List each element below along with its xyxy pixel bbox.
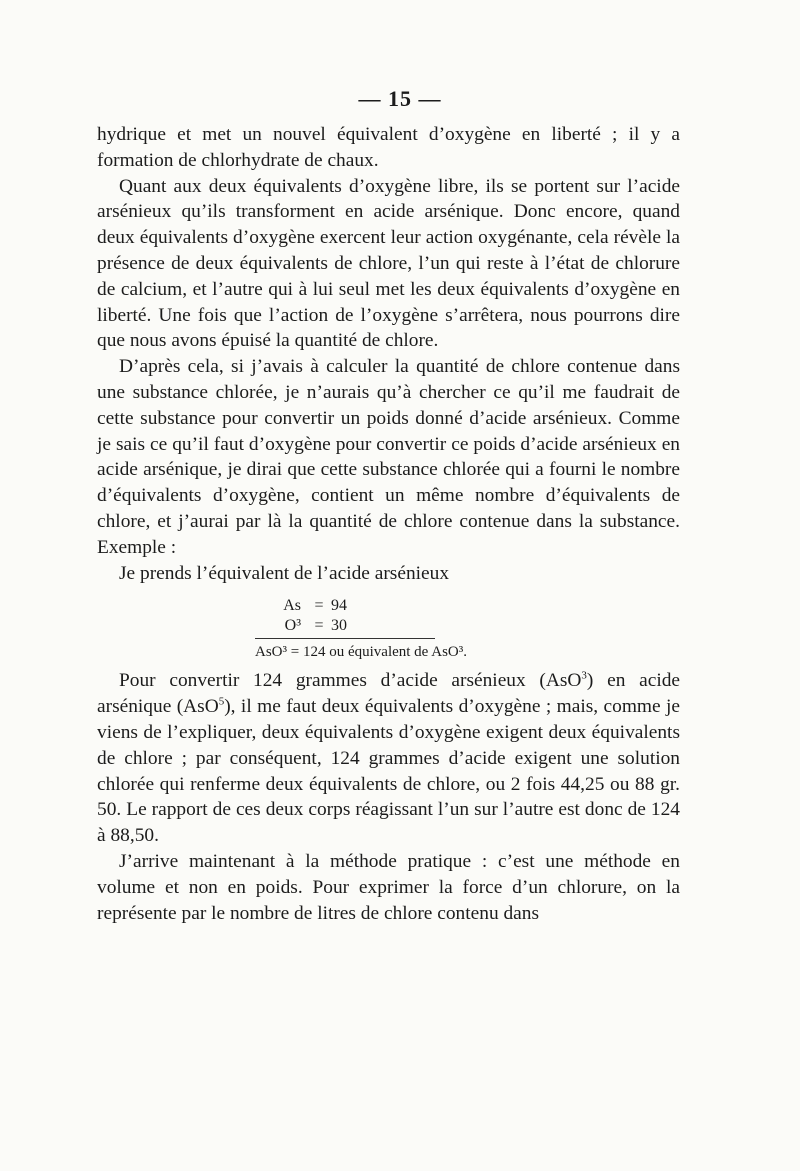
paragraph: D’après cela, si j’avais à calculer la quantité de chlore contenue dans une substance chlorée, je n’aurais qu’à chercher ce qu’il me faudrait de cette substance pour convertir un poids donné d’acide arsénieux. Comme je sais ce qu’il faut d’oxygène pour convertir ce poids d’acide arsénieux en acide arsénique, je dirai que cette substance chlorée qui a fourni le nombre d’équivalents d’oxygène, contient un même nombre d’équivalents de chlore, et j’aurai par là la quantité de chlore contenue dans la substance. Exemple : <box>97 356 680 558</box>
paragraph-text: ), il me faut deux équivalents d’oxygène ; mais, comme je viens de l’expliquer, deux équivalents d’oxygène exigent deux équivalents de chlore ; par conséquent, 124 grammes d’acide exigent une solution chlorée qui renferme deux équivalents de chlore, ou 2 fois 44,25 ou 88 gr. 50. Le rapport de ces deux corps réagissant l’un sur l’autre est donc de 124 à 88,50. <box>97 696 680 847</box>
paragraph: hydrique et met un nouvel équivalent d’oxygène en liberté ; il y a formation de chlorhydrate de chaux. <box>97 124 680 171</box>
superscript: 3 <box>581 669 587 682</box>
equivalent-formula <box>255 596 555 662</box>
paragraph <box>97 668 680 849</box>
formula-value: 94 <box>331 597 347 615</box>
formula-equals: = <box>314 617 324 635</box>
formula-symbol: O³ <box>284 617 301 635</box>
paragraph: Je prends l’équivalent de l’acide arsénieux <box>119 562 450 584</box>
formula-symbol: As <box>283 597 301 615</box>
paragraph-text: Pour convertir 124 grammes d’acide arsénieux (AsO <box>119 670 582 692</box>
page-body <box>97 122 680 926</box>
formula-equals: = <box>314 597 324 615</box>
formula-result: AsO³ = 124 ou équivalent de AsO³. <box>255 644 468 661</box>
paragraph-text: ) en acide arsénique (AsO <box>97 670 681 718</box>
page-number: — 15 — <box>358 86 442 111</box>
paragraph: Quant aux deux équivalents d’oxygène libre, ils se portent sur l’acide arsénieux qu’ils transforment en acide arsénique. Donc encore, quand deux équivalents d’oxygène exercent leur action oxygénante, cela révèle la présence de deux équivalents de chlore, l’un qui reste à l’état de chlorure de calcium, et l’autre qui à lui seul met les deux équivalents d’oxygène en liberté. Une fois que l’action de l’oxygène s’arrêtera, nous pourrons dire que nous avons épuisé la quantité de chlore. <box>97 175 680 352</box>
formula-value: 30 <box>331 617 347 635</box>
paragraph: J’arrive maintenant à la méthode pratique : c’est une méthode en volume et non en poids. Pour exprimer la force d’un chlorure, on la représente par le nombre de litres de chlore contenu dans <box>97 850 680 924</box>
formula-rule <box>255 638 435 639</box>
formula-row-as <box>255 596 555 616</box>
formula-row-o3 <box>255 616 555 636</box>
superscript: 5 <box>218 695 225 708</box>
